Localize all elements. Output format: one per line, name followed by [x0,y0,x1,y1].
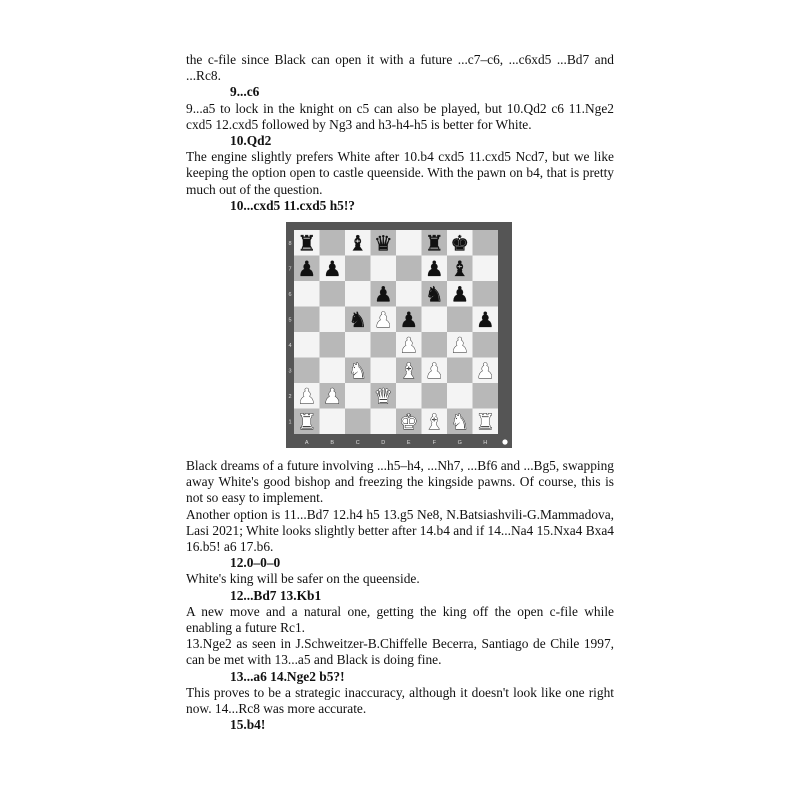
black-rook-icon: ♜ [424,231,444,256]
commentary-paragraph: A new move and a natural one, getting the king off the open c-file while enabling a future Rc1. [186,603,614,636]
board-square [345,383,371,409]
board-square [294,358,320,384]
board-square [345,332,371,358]
black-pawn-icon: ♟ [450,282,470,307]
black-bishop-icon: ♝ [348,231,368,256]
text-section-bottom [186,458,614,733]
board-square [320,332,346,358]
board-square [422,332,448,358]
white-pawn-icon: ♟ [322,384,342,409]
white-king-icon: ♚ [399,409,419,434]
board-square [473,383,499,409]
board-square [447,383,473,409]
black-pawn-icon: ♟ [475,307,495,332]
board-square [371,256,397,282]
black-knight-icon: ♞ [424,282,444,307]
board-square [320,307,346,333]
file-label: H [483,440,488,447]
black-pawn-icon: ♟ [373,282,393,307]
white-knight-icon: ♞ [450,409,470,434]
file-label: E [406,440,411,447]
board-square [320,358,346,384]
black-king-icon: ♚ [450,231,470,256]
file-label: C [355,440,360,447]
board-square [396,230,422,256]
rank-label: 1 [288,419,292,426]
black-pawn-icon: ♟ [399,307,419,332]
commentary-paragraph: White's king will be safer on the queenside. [186,571,420,587]
board-square [320,281,346,307]
board-square [473,332,499,358]
white-knight-icon: ♞ [348,358,368,383]
white-bishop-icon: ♝ [424,409,444,434]
rank-label: 8 [288,240,292,247]
board-square [473,230,499,256]
board-square [447,307,473,333]
white-pawn-icon: ♟ [399,333,419,358]
rank-label: 3 [288,368,292,375]
file-label: D [381,440,386,447]
side-to-move-indicator [502,439,507,444]
commentary-paragraph: 13.Nge2 as seen in J.Schweitzer-B.Chiffelle Becerra, Santiago de Chile 1997, can be met with 13...a5 and Black is doing fine. [186,636,614,668]
white-pawn-icon: ♟ [450,333,470,358]
file-label: A [304,440,309,447]
move-heading: 15.b4! [230,717,266,733]
rank-label: 7 [288,266,292,273]
black-bishop-icon: ♝ [450,256,470,281]
rank-label: 4 [288,342,292,349]
book-page [186,52,614,733]
move-heading: 12...Bd7 13.Kb1 [230,587,322,603]
rank-label: 2 [288,393,292,400]
move-heading: 13...a6 14.Nge2 b5?! [230,668,345,684]
white-pawn-icon: ♟ [373,307,393,332]
board-square [473,281,499,307]
board-square [294,332,320,358]
file-label: G [457,440,462,447]
board-square [371,358,397,384]
board-square [396,281,422,307]
move-heading: 10.Qd2 [230,133,272,149]
white-rook-icon: ♜ [475,409,495,434]
black-pawn-icon: ♟ [322,256,342,281]
commentary-paragraph: The engine slightly prefers White after 10.b4 cxd5 11.cxd5 Ncd7, but we like keeping the option open to castle queenside. With the pawn on b4, that is pretty much out of the question. [186,149,614,197]
black-knight-icon: ♞ [348,307,368,332]
board-square [422,307,448,333]
white-rook-icon: ♜ [297,409,317,434]
black-rook-icon: ♜ [297,231,317,256]
commentary-paragraph: the c-file since Black can open it with a future ...c7–c6, ...c6xd5 ...Bd7 and ...Rc8. [186,52,614,84]
white-pawn-icon: ♟ [424,358,444,383]
board-square [345,256,371,282]
board-square [396,383,422,409]
white-queen-icon: ♛ [373,384,393,409]
board-square [345,281,371,307]
chess-diagram [286,222,512,448]
file-label: B [330,440,335,447]
board-square [371,409,397,435]
commentary-paragraph: This proves to be a strategic inaccuracy, although it doesn't look like one right now. 14...Rc8 was more accurate. [186,684,614,717]
black-queen-icon: ♛ [373,231,393,256]
white-pawn-icon: ♟ [297,384,317,409]
board-square [396,256,422,282]
move-heading: 12.0–0–0 [230,555,281,571]
commentary-paragraph: Black dreams of a future involving ...h5–h4, ...Nh7, ...Bf6 and ...Bg5, swapping away White's good bishop and freezing the kingside pawns. Of course, this is not so easy to implement. [186,458,614,506]
board-square [320,230,346,256]
rank-label: 6 [288,291,292,298]
board-square [320,409,346,435]
board-square [294,281,320,307]
white-bishop-icon: ♝ [399,358,419,383]
board-square [447,358,473,384]
commentary-paragraph: 9...a5 to lock in the knight on c5 can also be played, but 10.Qd2 c6 11.Nge2 cxd5 12.cxd5 followed by Ng3 and h3-h4-h5 is better for White. [186,100,614,132]
commentary-paragraph: Another option is 11...Bd7 12.h4 h5 13.g5 Ne8, N.Batsiashvili-G.Mammadova, Lasi 2021; White looks slightly better after 14.b4 and if 14...Na4 15.Nxa4 Bxa4 16.b5! a6 17.b6. [186,506,614,555]
white-pawn-icon: ♟ [475,358,495,383]
file-label: F [432,440,436,447]
board-square [422,383,448,409]
chess-board [286,222,512,448]
rank-label: 5 [288,317,292,324]
text-section-top [186,52,614,214]
move-heading: 10...cxd5 11.cxd5 h5!? [230,197,355,213]
board-square [473,256,499,282]
black-pawn-icon: ♟ [424,256,444,281]
board-square [371,332,397,358]
move-heading: 9...c6 [230,84,260,100]
board-square [345,409,371,435]
board-square [294,307,320,333]
black-pawn-icon: ♟ [297,256,317,281]
